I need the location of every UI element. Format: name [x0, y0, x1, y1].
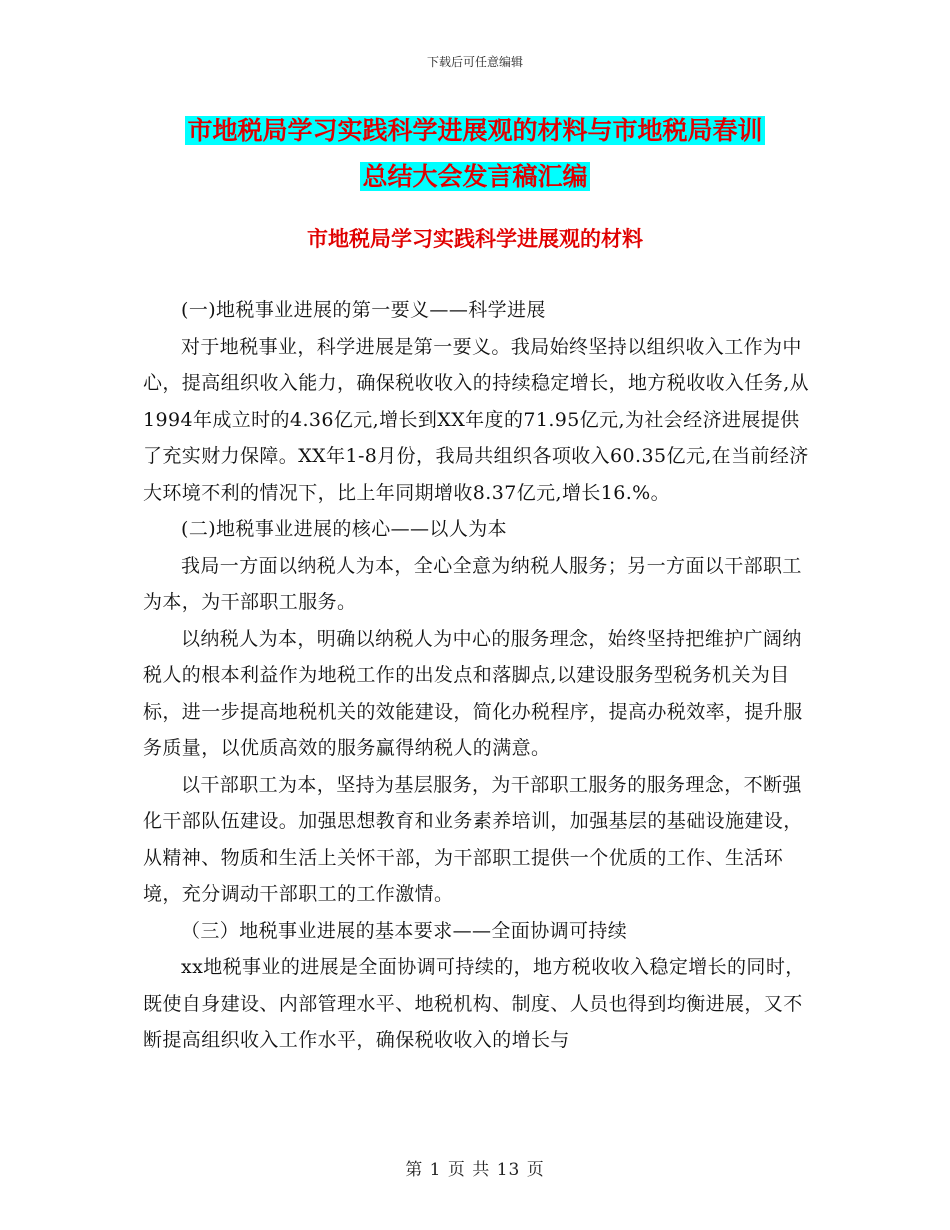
paragraph-heading-2: (二)地税事业进展的核心——以人为本 — [181, 518, 508, 540]
page-number-footer: 第 1 页 共 13 页 — [405, 1160, 545, 1180]
paragraph-heading-1: (一)地税事业进展的第一要义——科学进展 — [181, 299, 546, 321]
paragraph: 以纳税人为本，明确以纳税人为中心的服务理念，始终坚持把维护广阔纳税人的根本利益作为地税工作的出发点和落脚点,以建设服务型税务机关为目标，进一步提高地税机关的效能建设，简化办税程序，提高办税效率，提升服务质量，以优质高效的服务赢得纳税人的满意。 — [143, 627, 803, 759]
title-line-2-text: 总结大会发言稿汇编 — [362, 162, 588, 191]
paragraph: xx地税事业的进展是全面协调可持续的，地方税收收入稳定增长的同时，既使自身建设、内部管理水平、地税机构、制度、人员也得到均衡进展，又不断提高组织收入工作水平，确保税收收入的增长与 — [143, 956, 805, 1051]
paragraph: 以干部职工为本，坚持为基层服务，为干部职工服务的服务理念，不断强化干部队伍建设。加强思想教育和业务素养培训，加强基层的基础设施建设，从精神、物质和生活上关怀干部，为干部职工提供一个优质的工作、生活环境，充分调动干部职工的工作激情。 — [143, 773, 803, 905]
section-title: 市地税局学习实践科学进展观的材料 — [307, 227, 643, 251]
document-title-line-2 — [0, 154, 950, 200]
paragraph: 我局一方面以纳税人为本，全心全意为纳税人服务；另一方面以干部职工为本，为干部职工服务。 — [143, 554, 802, 613]
body-text — [143, 292, 813, 1059]
document-title — [0, 108, 950, 200]
document-title-line-1 — [0, 108, 950, 154]
paragraph-heading-3: （三）地税事业进展的基本要求——全面协调可持续 — [181, 919, 628, 942]
title-line-1-text: 市地税局学习实践科学进展观的材料与市地税局春训 — [187, 116, 763, 145]
paragraph: 对于地税事业，科学进展是第一要义。我局始终坚持以组织收入工作为中心，提高组织收入能力，确保税收收入的持续稳定增长，地方税收收入任务,从1994年成立时的4.36亿元,增长到XX年度的71.95亿元,为社会经济进展提供了充实财力保障。XX年1-8月份，我局共组织各项收入60.35亿元,在当前经济大环境不利的情况下，比上年同期增收8.37亿元,增长16.%。 — [143, 335, 810, 504]
header-note: 下载后可任意编辑 — [426, 55, 523, 69]
